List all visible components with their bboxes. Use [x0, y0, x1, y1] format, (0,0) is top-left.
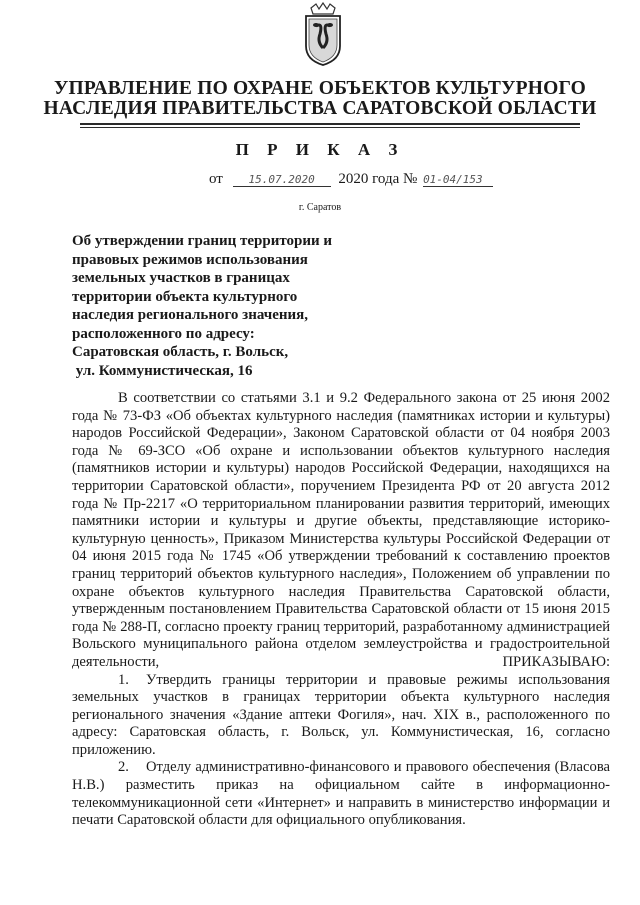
- header-divider-thin: [80, 127, 580, 128]
- subject-line: Саратовская область, г. Вольск,: [72, 344, 289, 360]
- subject-line: ул. Коммунистическая, 16: [72, 362, 253, 379]
- order-item-1: [72, 672, 610, 760]
- subject-line: Об утверждении границ территории и: [72, 233, 333, 249]
- saratov-coat-of-arms-icon: [302, 2, 344, 66]
- subject-line: наследия регионального значения,: [72, 307, 309, 323]
- document-type-title: П Р И К А З: [235, 140, 405, 159]
- issue-city: г. Саратов: [298, 202, 342, 213]
- subject-line: расположенного по адресу:: [72, 325, 255, 342]
- preamble-paragraph: В соответствии со статьями 3.1 и 9.2 Федерального закона от 25 июня 2002 года № 73-ФЗ «Об объектах культурного наследия (памятниках истории и культуры) народов Российской Федерации», Законом Саратовской области от 04 ноября 2003 года № 69-ЗСО «Об охране и использовании объектов культурного наследия (памятников истории и культуры) народов Российской Федерации, находящихся на территории Саратовской области», поручением Президента РФ от 20 августа 2012 года № Пр-2217 «О территориальном планировании развития территорий, имеющих памятники истории и культуры и другие объекты, представляющие историко-культурную ценность», Приказом Министерства культуры Российской Федерации от 04 июня 2015 года № 1745 «Об утверждении требований к составлению проектов границ территорий объектов культурного наследия», Положением об управлении по охране объектов культурного наследия Правительства Саратовской области, утвержденным постановлением Правительства Саратовской области от 15 июня 2015 года № 288-П, согласно проекту границ территорий, разработанному администрацией Вольского муниципального района отделом землеустройства и градостроительной деятельности, ПРИКАЗЫВАЮ:: [72, 390, 610, 670]
- subject-line: правовых режимов использования: [72, 251, 308, 268]
- item-number: 2.: [118, 759, 129, 776]
- item-text: Утвердить границы территории и правовые режимы использования земельных участков в границах территории объекта культурного наследия регионального значения «Здание аптеки Фогиля», нач. XIX в., расположенного по адресу: Саратовская область, г. Вольск, ул. Коммунистическая, 16, согласно приложению.: [72, 671, 610, 758]
- subject-line: земельных участков в границах: [72, 270, 290, 286]
- date-prefix: от: [209, 171, 223, 187]
- order-body: [72, 390, 610, 830]
- date-number-line: [209, 171, 493, 188]
- agency-name-line-2: НАСЛЕДИЯ ПРАВИТЕЛЬСТВА САРАТОВСКОЙ ОБЛАСТИ: [43, 98, 597, 119]
- order-item-2: [72, 759, 610, 829]
- item-text: Отделу административно-финансового и правового обеспечения (Власова Н.В.) разместить приказ на официальном сайте в информационно-телекоммуникационной сети «Интернет» и направить в министерство информации и печати Саратовской области для официального опубликования.: [72, 759, 610, 829]
- handwritten-order-number: 01-04/153: [423, 173, 493, 187]
- agency-name-line-1: УПРАВЛЕНИЕ ПО ОХРАНЕ ОБЪЕКТОВ КУЛЬТУРНОГО: [54, 78, 586, 99]
- year-number-label: 2020 года №: [338, 171, 418, 187]
- handwritten-date: 15.07.2020: [233, 173, 331, 187]
- header-divider: [80, 123, 580, 125]
- order-subject: [72, 232, 372, 380]
- subject-line: территории объекта культурного: [72, 288, 298, 305]
- item-number: 1.: [118, 671, 129, 688]
